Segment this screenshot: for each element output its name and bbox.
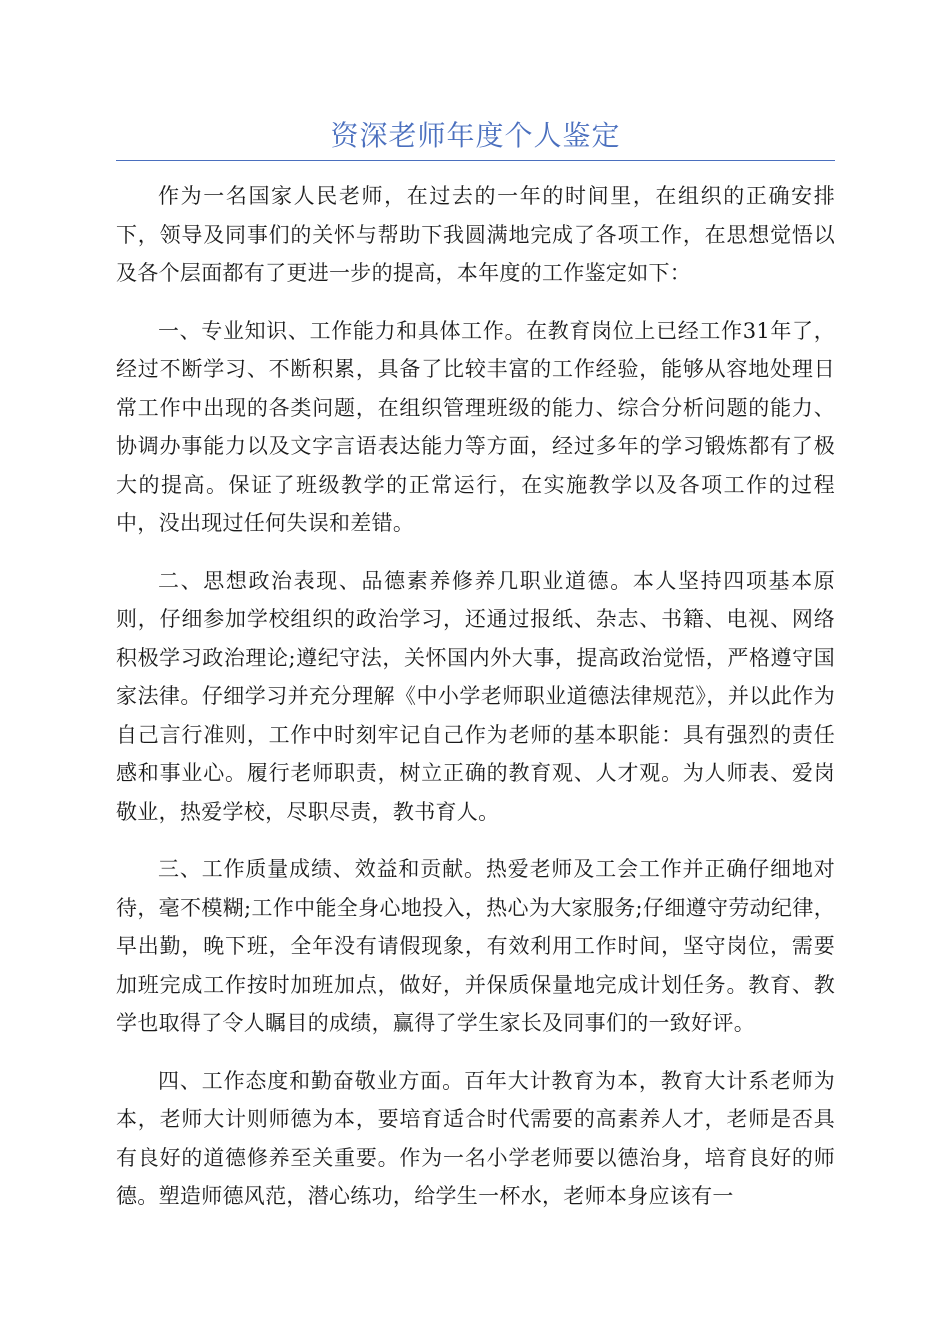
document-body bbox=[116, 177, 835, 1216]
document-title: 资深老师年度个人鉴定 bbox=[330, 119, 621, 152]
paragraph-section-1: 一、专业知识、工作能力和具体工作。在教育岗位上已经工作31年了，经过不断学习、不断积累，具备了比较丰富的工作经验，能够从容地处理日常工作中出现的各类问题，在组织管理班级的能力、综合分析问题的能力、协调办事能力以及文字言语表达能力等方面，经过多年的学习锻炼都有了极大的提高。保证了班级教学的正常运行，在实施教学以及各项工作的过程中，没出现过任何失误和差错。 bbox=[116, 318, 835, 535]
paragraph-section-2: 二、思想政治表现、品德素养修养几职业道德。本人坚持四项基本原则，仔细参加学校组织的政治学习，还通过报纸、杂志、书籍、电视、网络积极学习政治理论;遵纪守法，关怀国内外大事，提高政治觉悟，严格遵守国家法律。仔细学习并充分理解《中小学老师职业道德法律规范》，并以此作为自己言行准则，工作中时刻牢记自己作为老师的基本职能：具有强烈的责任感和事业心。履行老师职责，树立正确的教育观、人才观。为人师表、爱岗敬业，热爱学校，尽职尽责，教书育人。 bbox=[116, 568, 835, 824]
paragraph-section-3: 三、工作质量成绩、效益和贡献。热爱老师及工会工作并正确仔细地对待，毫不模糊;工作中能全身心地投入，热心为大家服务;仔细遵守劳动纪律，早出勤，晚下班，全年没有请假现象，有效利用工作时间，坚守岗位，需要加班完成工作按时加班加点，做好，并保质保量地完成计划任务。教育、教学也取得了令人瞩目的成绩，赢得了学生家长及同事们的一致好评。 bbox=[116, 857, 835, 1035]
document-page bbox=[116, 0, 835, 1235]
title-underline bbox=[116, 160, 835, 161]
paragraph-section-4: 四、工作态度和勤奋敬业方面。百年大计教育为本，教育大计系老师为本，老师大计则师德为本，要培育适合时代需要的高素养人才，老师是否具有良好的道德修养至关重要。作为一名小学老师要以德治身，培育良好的师德。塑造师德风范，潜心练功，给学生一杯水，老师本身应该有一 bbox=[116, 1068, 835, 1208]
paragraph-intro: 作为一名国家人民老师，在过去的一年的时间里，在组织的正确安排下，领导及同事们的关怀与帮助下我圆满地完成了各项工作，在思想觉悟以及各个层面都有了更进一步的提高，本年度的工作鉴定如下： bbox=[116, 184, 835, 285]
